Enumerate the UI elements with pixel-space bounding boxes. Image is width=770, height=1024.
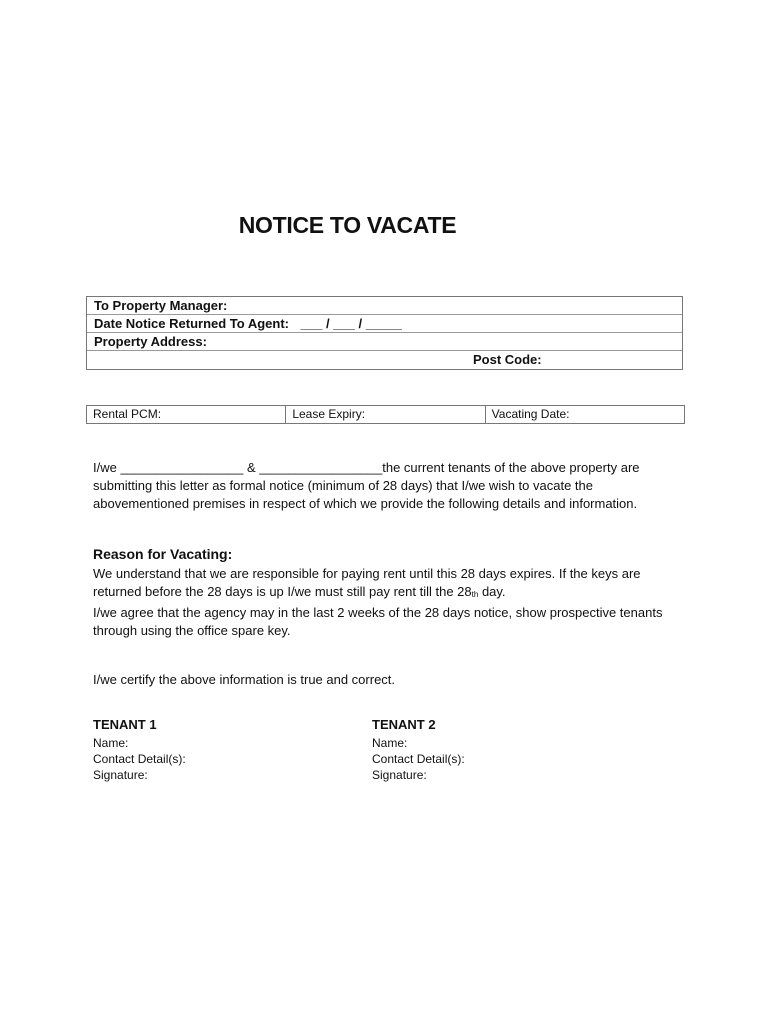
tenant-1-heading: TENANT 1 <box>93 717 157 732</box>
vacating-date-cell[interactable] <box>486 406 684 423</box>
date-returned-blanks[interactable]: ___ / ___ / _____ <box>300 316 402 331</box>
post-code-row[interactable] <box>87 351 682 369</box>
tenant-2-contact-field[interactable]: Contact Detail(s): <box>372 752 465 766</box>
page-title: NOTICE TO VACATE <box>238 212 457 238</box>
intro-iwe: I/we <box>93 460 117 475</box>
tenancy-details-box <box>86 405 685 424</box>
date-returned-row[interactable] <box>87 315 682 333</box>
tenant-2-signature-field[interactable]: Signature: <box>372 768 427 782</box>
intro-paragraph <box>93 459 673 513</box>
reason-line1-end: day. <box>478 584 506 599</box>
property-manager-row[interactable] <box>87 297 682 315</box>
tenant-1-name-field[interactable]: Name: <box>93 736 129 750</box>
intro-line1-rest: the current tenants of the above property <box>382 460 618 475</box>
intro-rest: are submitting this letter as formal notice (minimum of 28 days) that I/we wish to vacate the abovementioned premises in respect of which we provide the following details and information. <box>93 460 640 511</box>
property-address-row[interactable] <box>87 333 682 351</box>
reason-line2: I/we agree that the agency may in the last 2 weeks of the 28 days notice, show prospective tenants through using the office spare key. <box>93 605 663 638</box>
certify-statement: I/we certify the above information is true and correct. <box>93 672 396 687</box>
reason-heading: Reason for Vacating: <box>93 546 233 562</box>
property-manager-label: To Property Manager: <box>94 298 228 313</box>
rental-pcm-label: Rental PCM: <box>93 407 162 421</box>
tenant-2-name-field[interactable]: Name: <box>372 736 408 750</box>
intro-ampersand: & <box>247 460 256 475</box>
tenant-2-block <box>372 717 465 783</box>
property-address-label: Property Address: <box>94 334 207 349</box>
tenant-name-blank-2[interactable]: _________________ <box>259 460 383 475</box>
reason-superscript: th <box>471 590 479 599</box>
lease-expiry-label: Lease Expiry: <box>292 407 366 421</box>
reason-paragraph <box>93 565 673 640</box>
post-code-label: Post Code: <box>473 352 542 367</box>
vacating-date-label: Vacating Date: <box>491 407 570 421</box>
tenant-1-block <box>93 717 186 783</box>
tenant-2-heading: TENANT 2 <box>372 717 436 732</box>
property-info-box <box>86 296 683 370</box>
rental-pcm-cell[interactable] <box>87 406 286 423</box>
lease-expiry-cell[interactable] <box>286 406 485 423</box>
tenant-1-contact-field[interactable]: Contact Detail(s): <box>93 752 186 766</box>
date-returned-label: Date Notice Returned To Agent: <box>94 316 290 331</box>
tenant-1-signature-field[interactable]: Signature: <box>93 768 148 782</box>
reason-line1: We understand that we are responsible for paying rent until this 28 days expires. If the keys are returned before the 28 days is up I/we must still pay rent till the 28 <box>93 566 641 599</box>
tenant-name-blank-1[interactable]: _________________ <box>120 460 244 475</box>
